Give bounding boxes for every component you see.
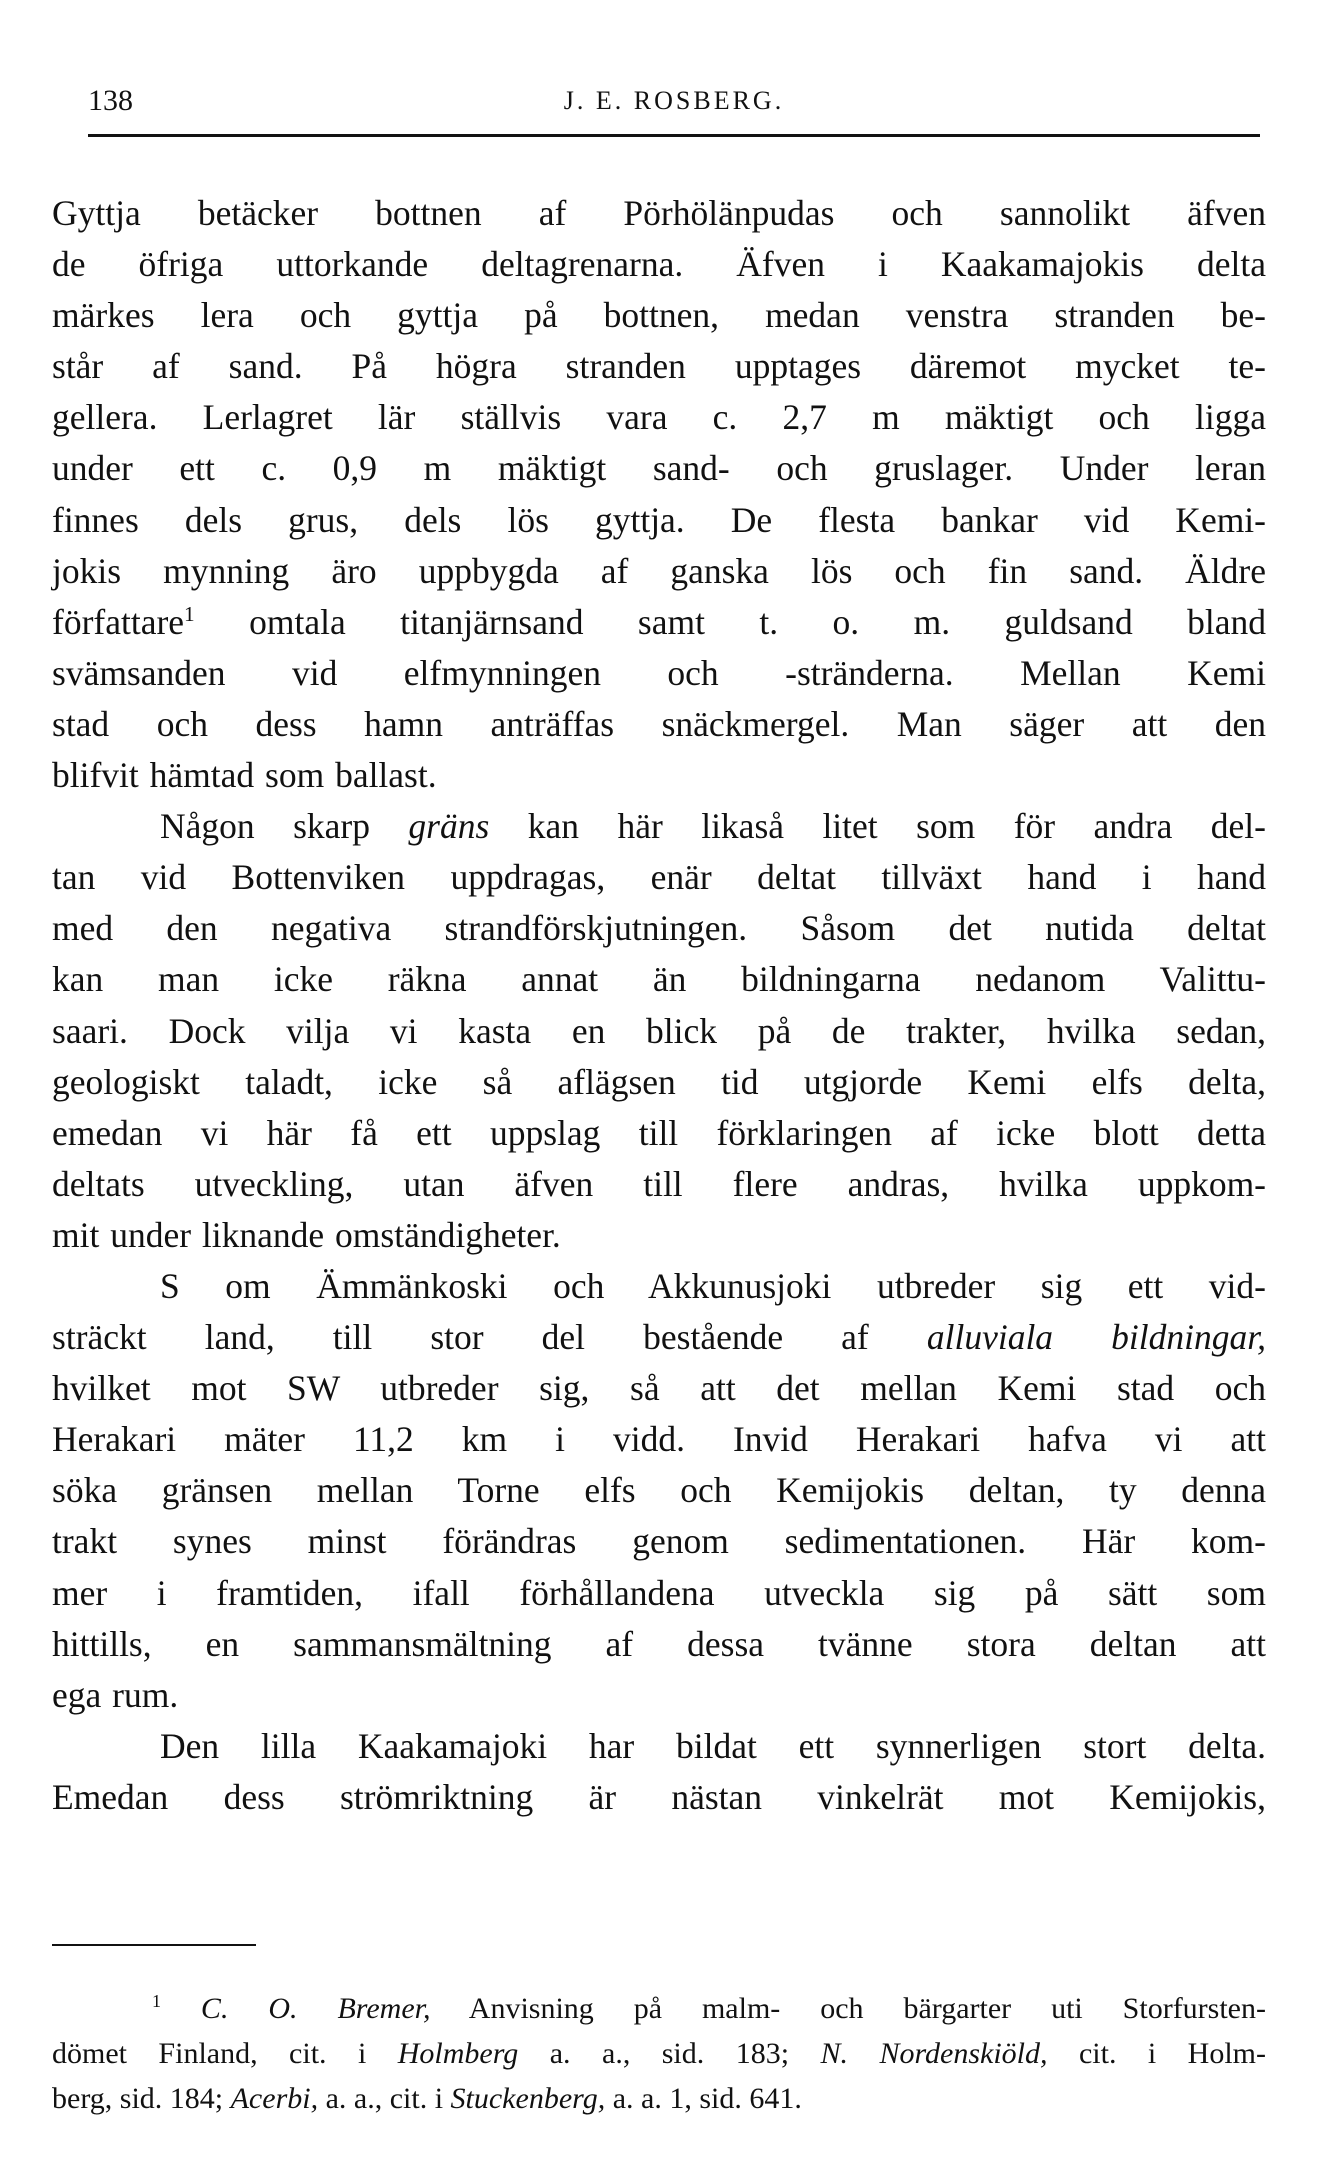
text-line [52, 1312, 1266, 1363]
text-line: kan man icke räkna annat än bildningarna nedanom Valittu- [52, 959, 1266, 1000]
text-line: Gyttja betäcker bottnen af Pörhölänpudas och sannolikt äfven [52, 193, 1266, 233]
text-segment: Anvisning på malm- och bärgarter uti Storfursten- [430, 1992, 1266, 2025]
header-rule [88, 134, 1260, 137]
text-line: S om Ämmänkoski och Akkunusjoki utbreder sig ett vid- [160, 1265, 1266, 1306]
footnote-line [52, 2076, 1266, 2121]
text-line: tan vid Bottenviken uppdragas, enär deltat tillväxt hand i hand [52, 857, 1266, 898]
text-segment: a. a., sid. 183; [518, 2037, 821, 2070]
italic-term: C. O. Bremer, [161, 1992, 431, 2025]
text-line: hvilket mot SW utbreder sig, så att det mellan Kemi stad och [52, 1368, 1266, 1409]
text-line: mit under liknande omständigheter. [52, 1214, 561, 1255]
text-segment: dömet Finland, cit. i [52, 2037, 398, 2070]
footnote-marker: 1 [152, 1991, 161, 2011]
text-line: blifvit hämtad som ballast. [52, 755, 437, 796]
italic-term: alluviala bildningar, [926, 1317, 1266, 1358]
text-line: Emedan dess strömriktning är nästan vinkelrät mot Kemijokis, [52, 1776, 1266, 1817]
text-segment: kan här likaså litet som för andra del- [489, 806, 1266, 847]
italic-term: gräns [408, 806, 490, 847]
running-head: J. E. ROSBERG. [563, 86, 785, 115]
text-segment: Någon skarp [160, 806, 409, 847]
footnote-line [52, 1986, 1266, 2031]
text-line: mer i framtiden, ifall förhållandena utveckla sig på sätt som [52, 1572, 1266, 1613]
text-line: finnes dels grus, dels lös gyttja. De flesta bankar vid Kemi- [52, 499, 1266, 540]
text-line: gellera. Lerlagret lär ställvis vara c. 2,7 m mäktigt och ligga [52, 397, 1266, 438]
footnotes [52, 1986, 1266, 2121]
text-line: deltats utveckling, utan äfven till flere andras, hvilka uppkom- [52, 1163, 1266, 1204]
text-segment: a. a. 1, sid. 641. [605, 2082, 802, 2115]
text-line [52, 597, 1266, 648]
text-segment: berg, sid. 184; [52, 2082, 231, 2115]
italic-term: Stuckenberg, [450, 2082, 606, 2115]
text-line: geologiskt taladt, icke så aflägsen tid utgjorde Kemi elfs delta, [52, 1061, 1266, 1102]
text-line: under ett c. 0,9 m mäktigt sand- och gruslager. Under leran [52, 448, 1266, 489]
footnote-reference: 1 [184, 601, 195, 626]
italic-term: Acerbi, [230, 2082, 319, 2115]
text-segment: cit. i Holm- [1047, 2037, 1266, 2070]
page-header [88, 84, 1260, 124]
italic-term: Holmberg [397, 2037, 519, 2070]
text-line: söka gränsen mellan Torne elfs och Kemijokis deltan, ty denna [52, 1470, 1266, 1511]
text-line: trakt synes minst förändras genom sedimentationen. Här kom- [52, 1521, 1266, 1562]
footnote-rule [52, 1944, 256, 1946]
text-line: märkes lera och gyttja på bottnen, medan venstra stranden be- [52, 295, 1266, 336]
italic-term: N. Nordenskiöld, [820, 2037, 1048, 2070]
text-line: med den negativa strandförskjutningen. Såsom det nutida deltat [52, 908, 1266, 949]
text-line: Den lilla Kaakamajoki har bildat ett synnerligen stort delta. [160, 1725, 1266, 1766]
text-line: hittills, en sammansmältning af dessa tvänne stora deltan att [52, 1623, 1266, 1664]
text-segment: författare [52, 601, 185, 642]
text-segment: sträckt land, till stor del bestående af [52, 1317, 927, 1358]
text-line: emedan vi här få ett uppslag till förklaringen af icke blott detta [52, 1112, 1266, 1153]
text-line: stad och dess hamn anträffas snäckmergel. Man säger att den [52, 703, 1266, 744]
text-line [52, 801, 1266, 852]
page-number: 138 [88, 84, 133, 117]
text-segment: a. a., cit. i [318, 2082, 451, 2115]
text-line: Herakari mäter 11,2 km i vidd. Invid Herakari hafva vi att [52, 1419, 1266, 1460]
text-line: jokis mynning äro uppbygda af ganska lös och fin sand. Äldre [52, 550, 1266, 591]
text-line: står af sand. På högra stranden upptages däremot mycket te- [52, 346, 1266, 387]
text-line: ega rum. [52, 1674, 179, 1715]
text-line: saari. Dock vilja vi kasta en blick på de trakter, hvilka sedan, [52, 1010, 1266, 1051]
text-line: svämsanden vid elfmynningen och -stränderna. Mellan Kemi [52, 652, 1266, 693]
text-segment: omtala titanjärnsand samt t. o. m. guldsand bland [194, 601, 1266, 642]
body-text [52, 188, 1266, 1823]
text-line: de öfriga uttorkande deltagrenarna. Äfven i Kaakamajokis delta [52, 244, 1266, 285]
footnote-line [52, 2031, 1266, 2076]
